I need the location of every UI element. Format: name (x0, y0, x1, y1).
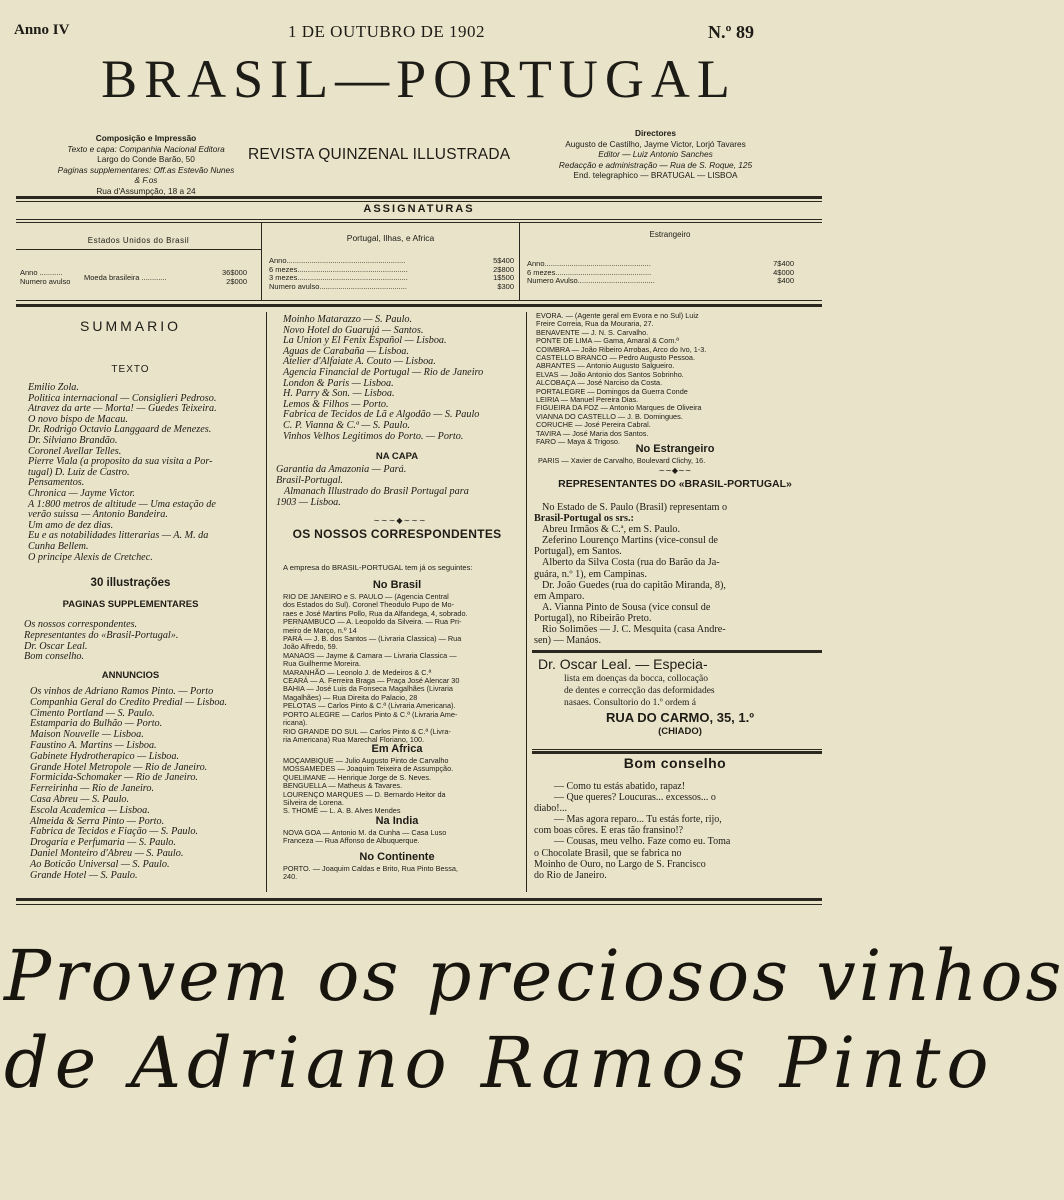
divider (16, 304, 822, 307)
price-value: 4$000 (773, 267, 794, 277)
correspondent-line: PONTE DE LIMA — Gama, Amaral & Com.ª (536, 336, 679, 346)
representantes-heading: REPRESENTANTES DO «BRASIL-PORTUGAL» (558, 478, 792, 490)
illustracoes-count: 30 illustrações (90, 577, 171, 589)
price-value: 7$400 (773, 259, 794, 268)
issue-date: 1 DE OUTUBRO DE 1902 (288, 22, 485, 41)
correspondentes-heading: OS NOSSOS CORRESPONDENTES (292, 527, 502, 541)
dialogue-line: — Que queres? Loucuras... excessos... o (554, 792, 716, 804)
rep-line: Abreu Irmãos & C.ª, em S. Paulo. (542, 524, 681, 536)
divider (16, 222, 822, 223)
credit-line: Augusto de Castilho, Jayme Victor, Lorjó Tavares (565, 138, 746, 149)
rep-line: A. Vianna Pinto de Sousa (vice consul de (542, 601, 711, 613)
india-section-heading: Na India (375, 815, 419, 827)
africa-correspondents (283, 757, 521, 816)
bom-conselho-text (534, 781, 822, 881)
rep-line: Portugal), no Ribeirão Preto. (534, 612, 652, 624)
correspondent-line: CASTELLO BRANCO — Pedro Augusto Pessoa. (536, 353, 695, 363)
summary-entry: Pensamentos. (28, 477, 85, 489)
summary-entry: Atravez da arte — Morta! — Guedes Teixeira. (28, 403, 217, 415)
supp-heading: PAGINAS SUPPLEMENTARES (62, 599, 199, 610)
column-divider (266, 312, 267, 892)
price-value: 2$000 (226, 277, 248, 286)
correspondent-line: Rua Guilherme Moreira. (283, 659, 361, 669)
correspondent-line: CORUCHE — José Pereira Cabral. (536, 420, 651, 430)
summary-entry: Dr. Silviano Brandão. (28, 434, 118, 446)
brasil-correspondents (283, 593, 521, 744)
correspondent-line: RIO GRANDE DO SUL — Carlos Pinto & C.ª (Livra- (283, 726, 451, 736)
summary-entry: Representantes do «Brasil-Portugal». (24, 629, 179, 641)
masthead-subtitle: REVISTA QUINZENAL ILLUSTRADA (248, 146, 511, 163)
middle-ads-list (283, 315, 523, 442)
summary-entry: Chronica — Jayme Victor. (28, 487, 135, 499)
price-value: $400 (777, 276, 794, 285)
continente-correspondents (283, 865, 521, 882)
ad-line: lista em doenças da bocca, collocação (564, 674, 709, 684)
brasil-currency: Moeda brasileira ............ (84, 273, 167, 282)
credit-line: Rua d'Assumpção, 18 a 24 (96, 185, 196, 196)
capa-list (276, 464, 522, 508)
summary-entry: Dr. Rodrigo Octavio Langgaard de Menezes. (28, 424, 212, 436)
correspondent-line: PARÁ — J. B. dos Santos — (Livraria Classica) — Rua (283, 634, 462, 644)
capa-entry: Garantia da Amazonia — Pará. (276, 464, 407, 475)
correspondent-line: Freire Correia, Rua da Mouraria, 27. (536, 319, 654, 329)
ad-entry: Grande Hotel Metropole — Rio de Janeiro. (30, 761, 208, 773)
ad-entry: Atelier d'Alfaiate A. Couto — Lisboa. (283, 356, 436, 368)
price-label: Anno......................................................... (269, 256, 406, 265)
estrangeiro-section-heading: No Estrangeiro (635, 443, 715, 455)
ad-line: de dentes e correcção das deformidades (564, 686, 715, 697)
price-value: 36$000 (222, 268, 248, 277)
ad-entry: La Union y El Fenix Español — Lisboa. (283, 335, 447, 347)
representantes-list (534, 502, 822, 646)
rep-line: Dr. João Guedes (rua do capitão Miranda, 8), (542, 579, 726, 591)
africa-section-heading: Em Africa (371, 743, 423, 755)
price-label: Anno ........... (20, 268, 63, 277)
price-label: 6 mezes..................................................... (269, 264, 408, 274)
correspondentes-intro: A empresa do BRASIL-PORTUGAL tem já os seguintes: (283, 563, 473, 572)
dialogue-line: — Mas agora reparo... Tu estás forte, rijo, (554, 814, 722, 826)
credit-line: Largo do Conde Barão, 50 (97, 154, 195, 164)
credit-line: Redacção e administração — Rua de S. Roque, 125 (558, 159, 753, 170)
brasil-section-heading: No Brasil (372, 579, 422, 591)
ad-entry: Formicida-Schomaker — Rio de Janeiro. (30, 772, 198, 784)
ornament-divider: ∼∼◆∼∼ (658, 466, 692, 475)
summary-entry: Os nossos correspondentes. (24, 619, 138, 630)
bom-conselho-heading: Bom conselho (623, 755, 727, 771)
correspondent-line: LOURENÇO MARQUES — D. Bernardo Heitor da (283, 789, 446, 799)
correspondent-line: EVORA. — (Agente geral em Evora e no Sul) Luiz (536, 311, 699, 320)
estrangeiro-rows (527, 260, 762, 286)
summario-title: SUMMARIO (80, 318, 181, 334)
ad-entry: Novo Hotel do Guarujá — Santos. (283, 324, 424, 336)
column-divider (526, 312, 527, 892)
price-label: Anno................................................... (527, 259, 651, 268)
price-label: Numero Avulso..................................... (527, 276, 655, 285)
dialogue-line: — Cousas, meu velho. Faze como eu. Toma (554, 836, 731, 848)
price-label: Numero avulso (20, 277, 71, 286)
credit-line: End. telegraphico — BRATUGAL — LISBOA (573, 170, 738, 180)
rep-line: Brasil-Portugal os srs.: (534, 513, 634, 525)
dialogue-line: o Chocolate Brasil, que se fabrica no (534, 847, 682, 859)
correspondent-line: CEARÁ — A. Ferreira Braga — Praça José Alencar 30 (283, 676, 460, 686)
divider (16, 300, 822, 301)
credit-line: Paginas supplementares: Off.as Estevão Nunes & F.os (57, 164, 235, 185)
correspondent-line: BENAVENTE — J. N. S. Carvalho. (536, 327, 649, 337)
summary-entry: A 1:800 metros de altitude — Uma estação de (28, 498, 216, 510)
ad-entry: Agencia Financial de Portugal — Rio de Janeiro (283, 366, 484, 378)
correspondent-line: MOÇAMBIQUE — Julio Augusto Pinto de Carvalho (283, 756, 449, 765)
price-label: 3 mezes..................................................... (269, 273, 408, 282)
price-label: 6 mezes.............................................. (527, 267, 652, 277)
rep-line: sen) — Manáos. (534, 635, 602, 647)
correspondent-line: NOVA GOA — Antonio M. da Cunha — Casa Luso (283, 828, 447, 837)
brasil-heading: Estados Unidos do Brasil (87, 236, 190, 245)
divider (16, 904, 822, 905)
rep-line: Alberto da Silva Costa (rua do Barão da Ja- (542, 557, 720, 569)
ad-entry: Aguas de Carabaña — Lisboa. (283, 345, 409, 357)
correspondent-line: S. THOMÉ — L. A. B. Alves Mendes (283, 806, 401, 816)
correspondent-line: FARO — Maya & Trigoso. (536, 437, 620, 447)
ad-entry: London & Paris — Lisboa. (283, 377, 394, 389)
correspondent-line: PERNAMBUCO — A. Leopoldo da Silveira. — Rua Pri- (283, 617, 462, 627)
summary-entry: Eu e as notabilidades litterarias — A. M. da (28, 530, 209, 542)
summary-entry: Coronel Avellar Telles. (28, 445, 122, 457)
price-value: 5$400 (493, 256, 514, 265)
ad-entry: Gabinete Hydrotherapico — Lisboa. (30, 750, 180, 762)
summary-entry: verão suissa — Antonio Bandeira. (28, 509, 168, 521)
correspondent-line: TAVIRA — José Maria dos Santos. (536, 428, 649, 438)
dialogue-line: do Rio de Janeiro. (534, 869, 607, 881)
ad-entry: Ferreirinha — Rio de Janeiro. (30, 783, 155, 795)
ad-line: RUA DO CARMO, 35, 1.º (605, 709, 754, 725)
correspondent-line: FIGUEIRA DA FOZ — Antonio Marques de Oliveira (536, 403, 702, 413)
correspondent-line: raes e José Martins Pollo, Rua da Alfandega, 4, sobrado. (283, 608, 468, 618)
correspondent-line: ELVAS — João Antonio dos Santos Sobrinho. (536, 369, 684, 379)
portugal-values (484, 257, 514, 291)
rep-line: guára, n.º 1), em Campinas. (534, 568, 647, 580)
correspondent-line: MANAOS — Jayme & Camara — Livraria Classica — (283, 650, 457, 660)
portugal-heading: Portugal, Ilhas, e Africa (346, 233, 435, 243)
credit-line: Editor — Luiz Antonio Sanches (598, 149, 713, 159)
divider (16, 249, 261, 250)
summary-entry: O novo bispo de Macau. (28, 413, 128, 425)
correspondent-line: BENGUELLA — Matheus & Tavares. (283, 781, 403, 791)
price-value: 2$800 (493, 264, 514, 274)
annuncios-heading: ANNUNCIOS (101, 670, 160, 681)
summary-entry: O principe Alexis de Cretchec. (28, 551, 153, 563)
summary-entry: Um amo de dez dias. (28, 519, 114, 531)
correspondent-line: PELOTAS — Carlos Pinto & C.ª (Livraria Americana). (283, 701, 456, 711)
credit-line: Directores (634, 128, 677, 138)
divider (532, 650, 822, 653)
right-credits (548, 128, 763, 181)
ad-entry: Moinho Matarazzo — S. Paulo. (283, 314, 413, 325)
india-correspondents (283, 829, 521, 846)
summary-entry: Dr. Oscar Leal. (24, 640, 88, 652)
ad-line: (CHIADO) (658, 725, 702, 737)
correspondent-line: ALCOBAÇA — José Narciso da Costa. (536, 378, 663, 388)
ad-entry: Maison Nouvelle — Lisboa. (30, 729, 144, 741)
correspondent-line: ABRANTES — Antonio Augusto Salgueiro. (536, 361, 675, 371)
dialogue-line: com boas côres. E eras tão fransino!? (534, 825, 684, 837)
price-value: 1$500 (493, 273, 514, 282)
supp-list (24, 620, 260, 663)
correspondent-line: MARANHÃO — Leonolo J. de Medeiros & C.ª (283, 667, 432, 677)
correspondent-line: MOSSAMEDES — Joaquim Teixeira de Assumpção. (283, 764, 454, 774)
correspondent-line: PORTO ALEGRE — Carlos Pinto & C.ª (Livraria Ame- (283, 709, 458, 719)
ad-entry: Vinhos Velhos Legitimos do Porto. — Porto. (283, 430, 464, 442)
handwritten-line-2: de Adriano Ramos Pinto (4, 1022, 995, 1104)
dialogue-line: diabo!... (534, 803, 568, 815)
summary-entry: Politica internacional — Consiglieri Pedroso. (28, 392, 217, 404)
issue-number: N.º 89 (708, 22, 754, 42)
correspondent-line: COIMBRA — João Ribeiro Arrobas, Arco do Ivo, 1-3. (536, 344, 707, 354)
ad-entry: H. Parry & Son. — Lisboa. (283, 388, 395, 400)
continente-section-heading: No Continente (359, 851, 435, 863)
estrangeiro-heading: Estrangeiro (649, 230, 691, 239)
ad-line: Dr. Oscar Leal. — Especia- (538, 656, 708, 672)
ad-entry: Lemos & Filhos — Porto. (283, 398, 389, 410)
correspondent-line: João Alfredo, 59. (283, 642, 338, 652)
dialogue-line: Moinho de Ouro, no Largo de S. Francisco (534, 858, 706, 870)
price-value: $300 (497, 281, 514, 291)
correspondent-line: ria Americana) Rua Marechal Floriano, 100. (283, 734, 425, 744)
correspondent-line: RIO DE JANEIRO e S. PAULO — (Agencia Central (283, 592, 449, 601)
rep-line: Zeferino Lourenço Martins (vice-consul de (542, 535, 718, 547)
brasil-values (222, 268, 247, 286)
oscar-leal-ad (538, 656, 822, 737)
ornament-divider: ∼∼∼◆∼∼∼ (373, 516, 427, 525)
summary-entry: Emilio Zola. (28, 382, 79, 393)
divider (16, 196, 822, 199)
ad-entry: Fabrica de Tecidos de Lã e Algodão — S. Paulo (283, 409, 480, 421)
rep-line: Portugal), em Santos. (534, 546, 622, 558)
capa-entry: Almanach Illustrado do Brasil Portugal para (284, 486, 469, 497)
portugal-correspondents (536, 312, 820, 447)
correspondent-line: meiro de Março, n.º 14 (283, 625, 357, 635)
summario-texto-list (28, 383, 264, 563)
rep-line: No Estado de S. Paulo (Brasil) representam o (542, 502, 728, 513)
ad-entry: Os vinhos de Adriano Ramos Pinto. — Porto (30, 686, 214, 697)
divider (16, 898, 822, 901)
ad-entry: C. P. Vianna & C.ª — S. Paulo. (283, 419, 410, 431)
divider (532, 751, 822, 754)
issue-year: Anno IV (14, 22, 70, 38)
annuncios-list (30, 687, 264, 881)
correspondent-line: dos Estados do Sul). Coronel Theodulo Pupo de Mo- (283, 600, 455, 610)
correspondent-line: PORTALEGRE — Domingos da Guerra Conde (536, 386, 688, 396)
ad-entry: Companhia Geral do Credito Predial — Lisboa. (30, 696, 228, 708)
correspondent-line: Franceza — Rua Affonso de Albuquerque. (283, 836, 420, 846)
masthead-title: BRASIL—PORTUGAL (101, 49, 737, 109)
capa-entry: 1903 — Lisboa. (276, 497, 341, 508)
ad-entry: Fabrica de Tecidos e Fiação — S. Paulo. (30, 826, 198, 838)
correspondent-line: Silveira de Lorena. (283, 798, 344, 808)
ad-entry: Estamparia do Bulhão — Porto. (30, 718, 163, 730)
credit-line: Composição e Impressão (95, 133, 197, 143)
ad-line: nasaes. Consultorio do 1.º ordem á (564, 698, 696, 709)
correspondent-line: Magalhães) — Rua Direita do Palacio, 28 (283, 692, 418, 702)
summary-entry: Cunha Bellem. (28, 540, 89, 552)
divider (16, 219, 822, 220)
assignaturas-title: ASSIGNATURAS (363, 203, 475, 215)
capa-entry: Brasil-Portugal. (276, 475, 344, 486)
ad-entry: Daniel Monteiro d'Abreu — S. Paulo. (30, 847, 184, 859)
correspondent-line: VIANNA DO CASTELLO — J. B. Domingues. (536, 411, 683, 421)
estrangeiro-values (764, 260, 794, 286)
brasil-rows (20, 268, 70, 286)
ad-entry: Cimento Portland — S. Paulo. (30, 707, 155, 719)
credit-line: Texto e capa: Companhia Nacional Editora (67, 143, 225, 154)
ad-entry: Ao Boticão Universal — S. Paulo. (30, 858, 170, 870)
dialogue-line: — Como tu estás abatido, rapaz! (554, 781, 686, 792)
capa-heading: NA CAPA (375, 451, 419, 462)
handwritten-line-1: Provem os preciosos vinhos (4, 935, 1064, 1017)
correspondent-line: PORTO. — Joaquim Caldas e Brito, Rua Pinto Bessa, (283, 864, 458, 873)
rep-line: em Amparo. (534, 590, 585, 602)
divider (532, 749, 822, 750)
ad-entry: Casa Abreu — S. Paulo. (30, 793, 130, 805)
ad-entry: Faustino A. Martins — Lisboa. (30, 739, 157, 751)
portugal-rows (269, 257, 483, 291)
left-credits (56, 133, 236, 196)
ad-entry: Drogaria e Perfumaria — S. Paulo. (30, 837, 176, 849)
rep-line: Rio Solimões — J. C. Mesquita (casa Andre- (542, 624, 726, 636)
correspondent-line: BAHIA — José Luis da Fonseca Magalhães (Livraria (283, 684, 453, 694)
ad-entry: Grande Hotel — S. Paulo. (30, 869, 138, 881)
divider (16, 201, 822, 202)
texto-heading: TEXTO (111, 364, 150, 375)
ad-entry: Almeida & Serra Pinto — Porto. (30, 815, 165, 827)
correspondent-line: 240. (283, 872, 298, 882)
estrangeiro-correspondent: PARIS — Xavier de Carvalho, Boulevard Clichy, 16. (538, 456, 706, 465)
summary-entry: tugal) D. Luiz de Castro. (28, 466, 130, 478)
correspondent-line: LEIRIA — Manuel Pereira Dias. (536, 395, 639, 405)
summary-entry: Bom conselho. (24, 651, 84, 663)
price-label: Numero avulso.......................................... (269, 281, 407, 291)
correspondent-line: ricana). (283, 718, 308, 728)
correspondent-line: QUELIMANE — Henrique Jorge de S. Neves. (283, 772, 432, 782)
summary-entry: Pierre Viala (a proposito da sua visita a Por- (28, 456, 213, 468)
ad-entry: Escola Academica — Lisboa. (30, 804, 150, 816)
